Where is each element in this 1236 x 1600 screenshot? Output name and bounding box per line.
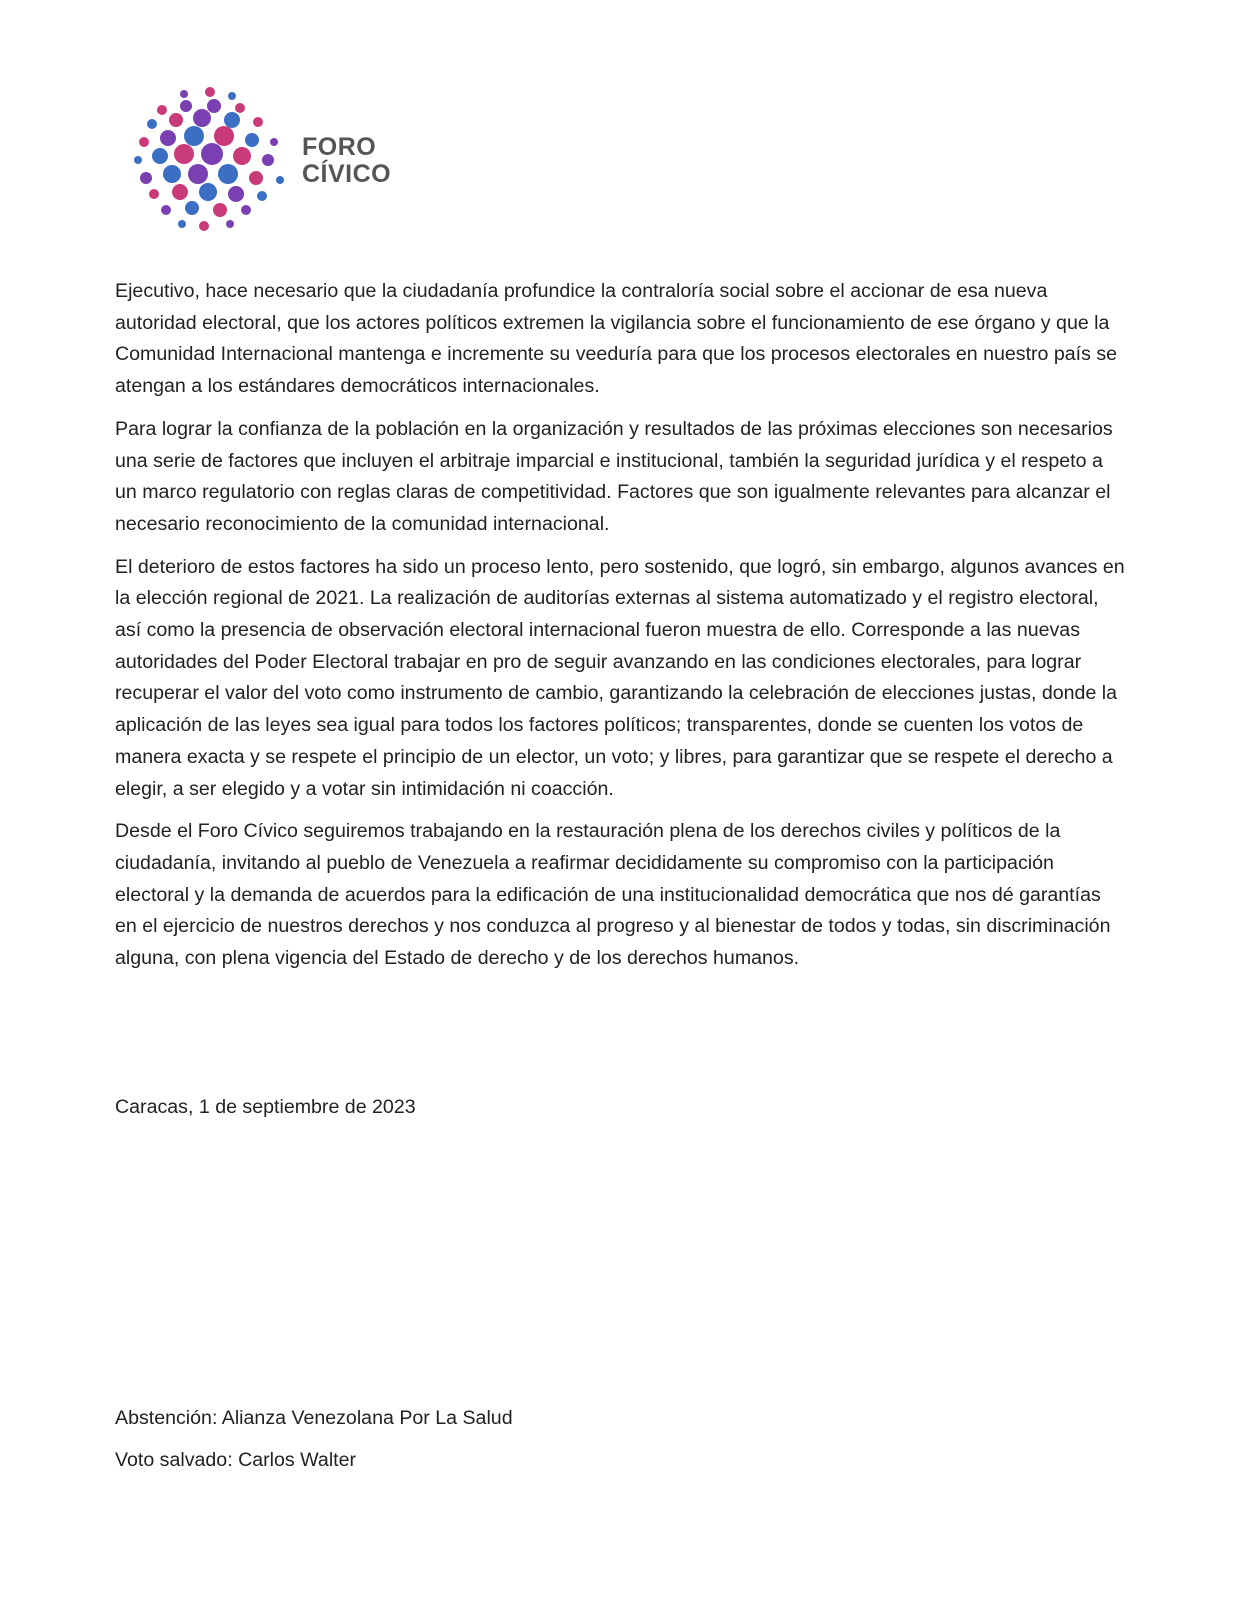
logo-dot — [193, 109, 211, 127]
logo-dot — [172, 184, 188, 200]
logo-dot — [276, 176, 284, 184]
logo-dot — [228, 186, 244, 202]
paragraph: Para lograr la confianza de la población en la organización y resultados de las próximas elecciones son necesarios una serie de factores que incluyen el arbitraje imparcial e institucional, también la seguridad jurídica y el respeto a un marco regulatorio con reglas claras de competitividad. Factores que son igualmente relevantes para alcanzar el necesario reconocimiento de la comunidad internacional. — [115, 417, 1113, 535]
paragraph: Desde el Foro Cívico seguiremos trabajando en la restauración plena de los derechos civiles y políticos de la ciudadanía, invitando al pueblo de Venezuela a reafirmar decididamente su compromiso con la participación electoral y la demanda de acuerdos para la edificación de una institucionalidad democrática que nos dé garantías en el ejercicio de nuestros derechos y nos conduzca al progreso y al bienestar de todos y todas, sin discriminación alguna, con plena vigencia del Estado de derecho y de los derechos humanos. — [115, 820, 1111, 970]
logo-dot — [205, 87, 215, 97]
logo-dot — [174, 144, 194, 164]
logo-dot — [188, 164, 208, 184]
logo-dot — [163, 165, 181, 183]
logo-dot — [213, 203, 227, 217]
logo-dot — [169, 113, 183, 127]
logo-dot — [270, 138, 278, 146]
logo-wordmark — [302, 134, 391, 188]
logo-dots-icon — [132, 86, 292, 238]
logo-dot — [257, 191, 267, 201]
logo-dot — [149, 189, 159, 199]
logo-dot — [245, 133, 259, 147]
logo-dot — [140, 172, 152, 184]
logo-dot — [199, 221, 209, 231]
logo-dot — [134, 156, 142, 164]
logo-dot — [207, 99, 221, 113]
logo-dot — [214, 126, 234, 146]
logo-dot — [249, 171, 263, 185]
date-line: Caracas, 1 de septiembre de 2023 — [115, 1096, 416, 1118]
logo-dot — [161, 205, 171, 215]
paragraph: El deterioro de estos factores ha sido un proceso lento, pero sostenido, que logró, sin embargo, algunos avances en la elección regional de 2021. La realización de auditorías externas al sistema automatizado y el registro electoral, así como la presencia de observación electoral internacional fueron muestra de ello. Corresponde a las nuevas autoridades del Poder Electoral trabajar en pro de seguir avanzando en las condiciones electorales, para lograr recuperar el valor del voto como instrumento de cambio, garantizando la celebración de elecciones justas, donde la aplicación de las leyes sea igual para todos los factores políticos; transparentes, donde se cuenten los votos de manera exacta y se respete el principio de un elector, un voto; y libres, para garantizar que se respete el derecho a elegir, a ser elegido y a votar sin intimidación ni coacción. — [115, 555, 1125, 800]
logo-wordmark-line2: CÍVICO — [302, 160, 392, 188]
logo-dot — [157, 105, 167, 115]
logo-dot — [184, 126, 204, 146]
logo-dot — [185, 201, 199, 215]
abstention-note: Abstención: Alianza Venezolana Por La Salud — [115, 1407, 513, 1429]
logo-dot — [226, 220, 234, 228]
logo-dot — [139, 137, 149, 147]
foro-civico-logo — [132, 86, 422, 238]
logo-dot — [152, 148, 168, 164]
paragraph: Ejecutivo, hace necesario que la ciudadanía profundice la contraloría social sobre el accionar de esa nueva autoridad electoral, que los actores políticos extremen la vigilancia sobre el funcionamiento de ese órgano y que la Comunidad Internacional mantenga e incremente su veeduría para que los procesos electorales en nuestro país se atengan a los estándares democráticos internacionales. — [115, 280, 1118, 398]
logo-dot — [180, 90, 188, 98]
logo-dot — [180, 100, 192, 112]
logo-dot — [147, 119, 157, 129]
document-footer — [115, 1403, 513, 1487]
logo-dot — [228, 92, 236, 100]
logo-dot — [224, 112, 240, 128]
dissent-note: Voto salvado: Carlos Walter — [115, 1449, 357, 1471]
logo-dot — [235, 103, 245, 113]
logo-dot — [160, 130, 176, 146]
logo-dot — [262, 154, 274, 166]
logo-dot — [241, 205, 251, 215]
logo-dot — [253, 117, 263, 127]
document-body — [115, 276, 1125, 986]
logo-dot — [201, 143, 223, 165]
logo-dot — [199, 183, 217, 201]
logo-dot — [218, 164, 238, 184]
logo-dot — [178, 220, 186, 228]
logo-wordmark-line1: FORO — [302, 133, 377, 161]
logo-dot — [233, 147, 251, 165]
